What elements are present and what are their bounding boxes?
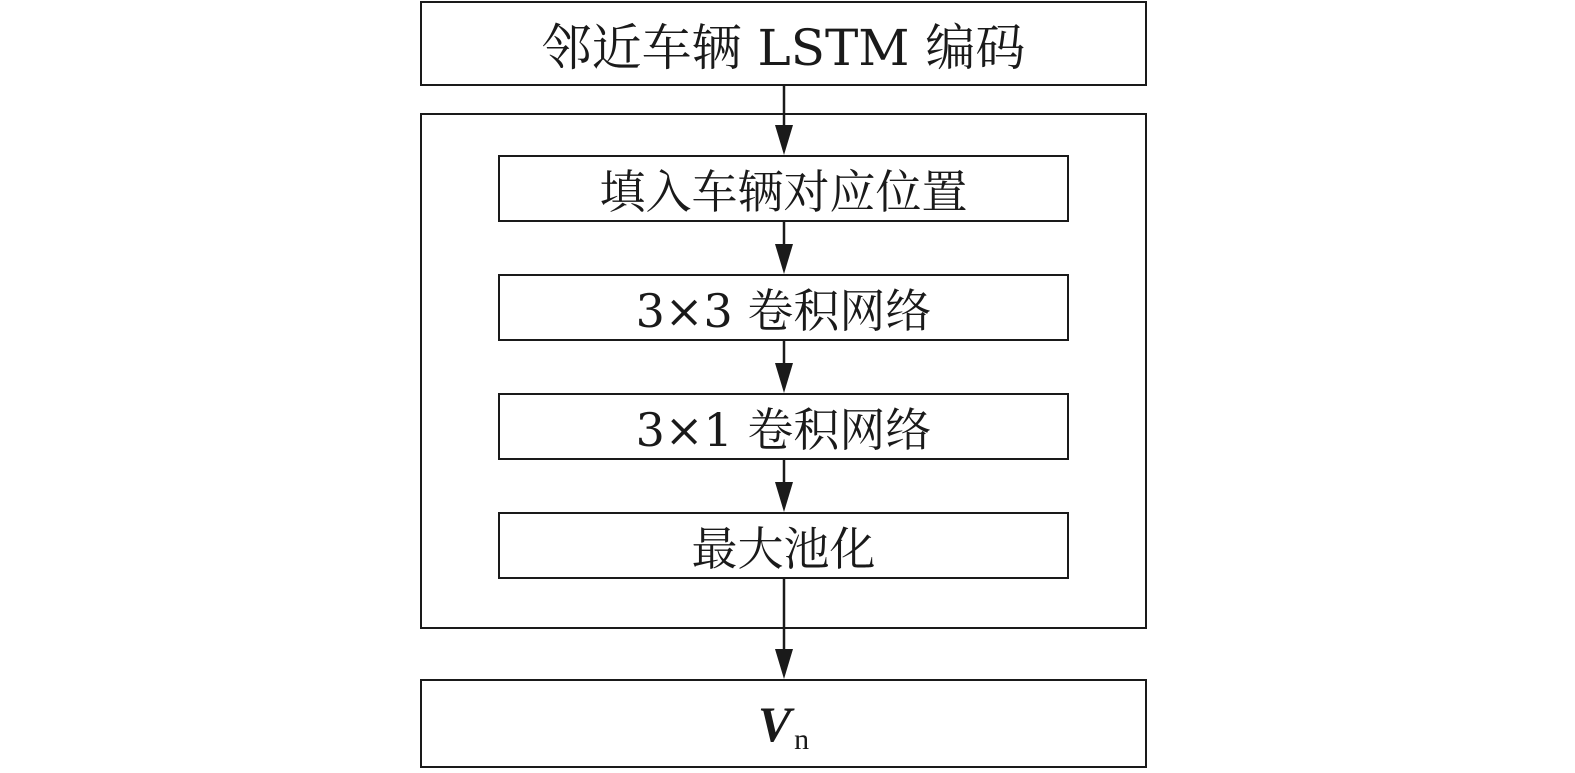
fill-position-label: 填入车辆对应位置 — [599, 164, 968, 219]
conv-3x3-step — [498, 274, 1069, 341]
output-block — [420, 679, 1147, 768]
conv-3x1-label: 3×1 卷积网络 — [635, 402, 932, 457]
lstm-encoding-block — [420, 1, 1147, 86]
conv-3x1-step — [498, 393, 1069, 460]
conv-3x3-label: 3×3 卷积网络 — [635, 283, 932, 338]
output-subscript: n — [794, 722, 810, 756]
max-pooling-label: 最大池化 — [691, 521, 876, 576]
lstm-encoding-label: 邻近车辆 LSTM 编码 — [541, 18, 1026, 77]
fill-position-step — [498, 155, 1069, 222]
output-symbol: V — [757, 695, 792, 752]
max-pooling-step — [498, 512, 1069, 579]
